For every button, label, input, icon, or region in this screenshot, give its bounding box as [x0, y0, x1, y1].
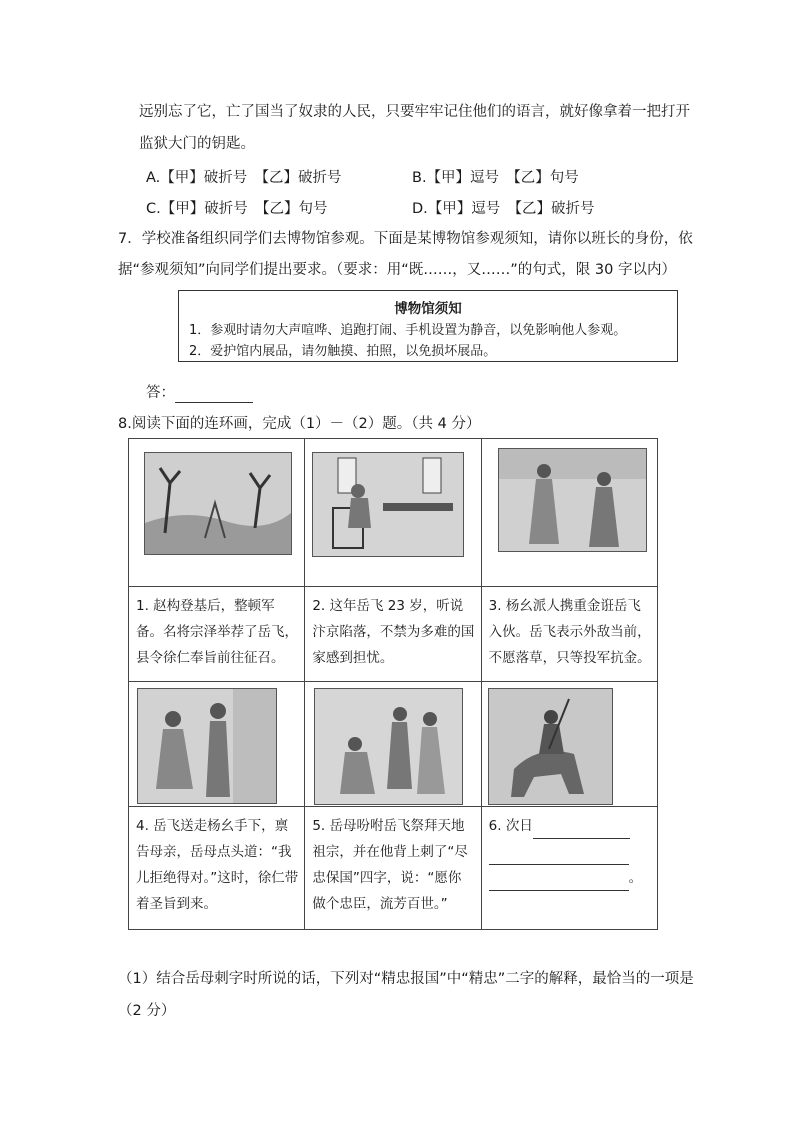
- comic-image-cell-5: [305, 682, 481, 807]
- passage-line-1: 远别忘了它，亡了国当了奴隶的人民，只要牢牢记住他们的语言，就好像拿着一把打开: [139, 104, 690, 120]
- notice-title: 博物馆须知: [394, 301, 462, 317]
- comic-image-cell-6: [481, 682, 657, 807]
- notice-item-2: 2．爱护馆内展品，请勿触摸、拍照，以免损坏展品。: [189, 344, 497, 359]
- comic-image-cell-2: [305, 439, 481, 587]
- option-c: C.【甲】破折号 【乙】句号: [146, 201, 328, 217]
- comic-caption-cell-6: [481, 807, 657, 930]
- comic-picture-4: [137, 688, 277, 804]
- comic-image-cell-1: [129, 439, 305, 587]
- comic-caption-cell-3: [481, 587, 657, 682]
- q8-intro: 8.阅读下面的连环画，完成（1）－（2）题。（共 4 分）: [118, 416, 481, 432]
- caption-6-blank-3[interactable]: [489, 876, 629, 891]
- answer-label: 答：: [146, 385, 175, 401]
- caption-6-blank-2[interactable]: [489, 850, 629, 865]
- q7-line-2: 据“参观须知”向同学们提出要求。（要求：用“既……，又……”的句式，限 30 字以内）: [118, 262, 676, 278]
- comic-caption-5: 5. 岳母吩咐岳飞祭拜天地祖宗，并在他背上刺了“尽忠保国”四字，说：“愿你做个忠臣，流芳百世。”: [312, 818, 468, 912]
- option-b: B.【甲】逗号 【乙】句号: [412, 170, 579, 186]
- notice-item-1: 1．参观时请勿大声喧哗、追跑打闹、手机设置为静音，以免影响他人参观。: [189, 323, 627, 338]
- comic-caption-2: 2. 这年岳飞 23 岁，听说汴京陷落，不禁为多难的国家感到担忧。: [312, 598, 475, 666]
- comic-picture-2: [312, 452, 464, 557]
- passage-line-2: 监狱大门的钥匙。: [139, 136, 255, 152]
- comic-caption-3: 3. 杨幺派人携重金诳岳飞入伙。岳飞表示外敌当前，不愿落草，只等投军抗金。: [488, 598, 651, 666]
- answer-blank[interactable]: [175, 388, 253, 403]
- comic-strip-table: [128, 438, 658, 930]
- caption-6-prefix: 6. 次日: [488, 818, 533, 834]
- comic-caption-cell-2: [305, 587, 481, 682]
- museum-notice-box: [178, 290, 678, 362]
- comic-picture-1: [144, 452, 292, 555]
- answer-row: [146, 383, 253, 403]
- comic-image-cell-3: [481, 439, 657, 587]
- sub-question-1-line-1: （1）结合岳母刺字时所说的话，下列对“精忠报国”中“精忠”二字的解释，最恰当的一项是: [118, 971, 694, 987]
- comic-picture-5: [314, 688, 463, 805]
- sub-question-1-line-2: （2 分）: [118, 1003, 176, 1019]
- option-a: A.【甲】破折号 【乙】破折号: [146, 170, 342, 186]
- comic-caption-cell-1: [129, 587, 305, 682]
- caption-6-blank-1[interactable]: [533, 824, 630, 839]
- comic-caption-cell-4: [129, 807, 305, 930]
- comic-caption-1: 1. 赵构登基后，整顿军备。名将宗泽举荐了岳飞，县令徐仁奉旨前往征召。: [136, 598, 298, 666]
- comic-image-cell-4: [129, 682, 305, 807]
- comic-picture-3: [498, 448, 647, 552]
- q7-line-1: 7．学校准备组织同学们去博物馆参观。下面是某博物馆参观须知，请你以班长的身份，依: [118, 231, 693, 247]
- option-d: D.【甲】逗号 【乙】破折号: [412, 201, 595, 217]
- comic-picture-6: [488, 688, 613, 805]
- comic-caption-6: 6. 次日 。: [489, 813, 651, 891]
- comic-caption-4: 4. 岳飞送走杨幺手下，禀告母亲，岳母点头道：“我儿拒绝得对。”这时，徐仁带着圣旨到来。: [136, 818, 299, 912]
- comic-caption-cell-5: [305, 807, 481, 930]
